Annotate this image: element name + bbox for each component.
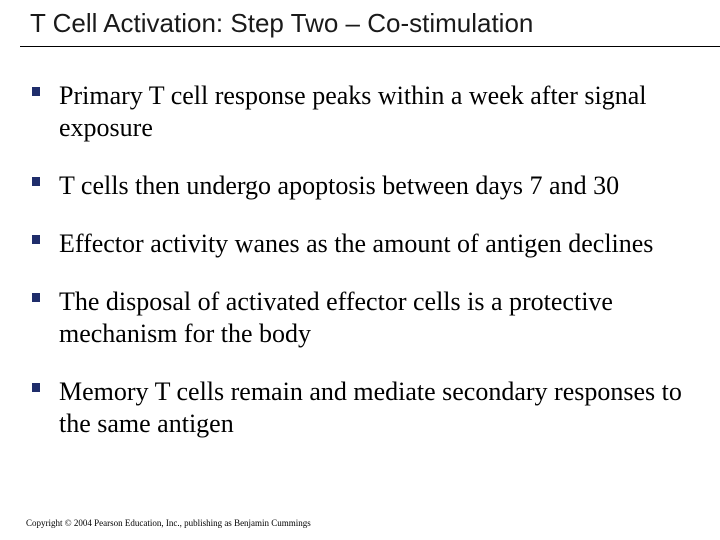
square-bullet-icon (32, 87, 40, 96)
title-underline (20, 46, 720, 47)
copyright-footer: Copyright © 2004 Pearson Education, Inc., publishing as Benjamin Cummings (26, 518, 311, 528)
square-bullet-icon (32, 235, 40, 244)
bullet-item (32, 376, 702, 440)
bullet-item (32, 286, 702, 350)
bullet-text: Effector activity wanes as the amount of antigen declines (59, 229, 654, 258)
slide-title: T Cell Activation: Step Two – Co-stimulation (30, 8, 534, 38)
bullet-list (32, 80, 702, 466)
bullet-text: The disposal of activated effector cells is a protective mechanism for the body (59, 287, 613, 348)
bullet-text: T cells then undergo apoptosis between days 7 and 30 (59, 171, 620, 200)
bullet-item (32, 228, 702, 260)
square-bullet-icon (32, 383, 40, 392)
bullet-text: Memory T cells remain and mediate secondary responses to the same antigen (59, 377, 682, 438)
bullet-item (32, 170, 702, 202)
square-bullet-icon (32, 177, 40, 186)
square-bullet-icon (32, 293, 40, 302)
bullet-item (32, 80, 702, 144)
bullet-text: Primary T cell response peaks within a week after signal exposure (59, 81, 647, 142)
